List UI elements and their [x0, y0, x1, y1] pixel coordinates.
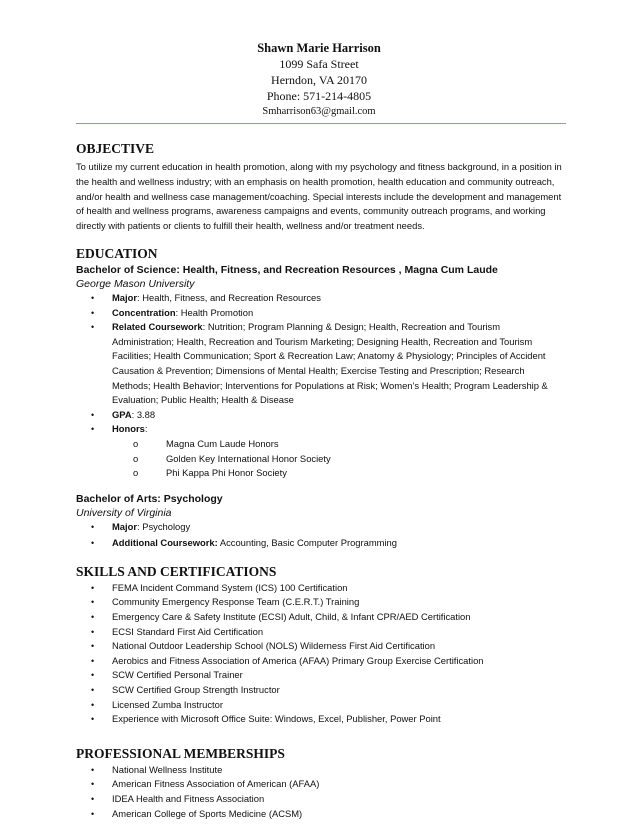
degree-title: Bachelor of Arts: Psychology — [76, 492, 223, 505]
bullet-icon: • — [91, 764, 95, 775]
list-item-text: Community Emergency Response Team (C.E.R.T.) Training — [112, 596, 360, 608]
memberships-heading: PROFESSIONAL MEMBERSHIPS — [76, 745, 285, 761]
list-item-text: American Fitness Association of American (AFAA) — [112, 778, 320, 790]
bullet-icon: • — [91, 322, 95, 333]
honor-text: Phi Kappa Phi Honor Society — [166, 467, 287, 479]
list-item-text: FEMA Incident Command System (ICS) 100 Certification — [112, 581, 348, 593]
detail-label: Concentration — [112, 306, 176, 318]
list-item-text: American College of Sports Medicine (ACSM) — [112, 807, 303, 819]
list-item — [76, 807, 562, 822]
bullet-icon: • — [91, 794, 95, 805]
list-item-text: National Wellness Institute — [112, 763, 223, 775]
list-item — [76, 581, 562, 596]
header-divider — [76, 123, 566, 124]
degree-details-list — [76, 520, 562, 551]
list-item — [76, 668, 562, 683]
skills-section — [76, 563, 562, 727]
bullet-icon: • — [91, 538, 95, 549]
education-section — [76, 245, 562, 551]
street-address: 1099 Safa Street — [279, 57, 359, 71]
bullet-icon: • — [91, 670, 95, 681]
list-item — [76, 408, 562, 423]
email-address: Smharrison63@gmail.com — [262, 106, 376, 117]
memberships-list — [76, 763, 562, 821]
bullet-icon: • — [91, 641, 95, 652]
applicant-name: Shawn Marie Harrison — [257, 41, 381, 55]
list-item — [76, 422, 562, 480]
education-heading: EDUCATION — [76, 245, 158, 261]
list-item — [76, 452, 562, 467]
honors-list — [112, 437, 562, 481]
bullet-icon: • — [91, 582, 95, 593]
bullet-icon: • — [91, 597, 95, 608]
list-item — [76, 639, 562, 654]
list-item-text: Emergency Care & Safety Institute (ECSI) Adult, Child, & Infant CPR/AED Certification — [112, 611, 471, 623]
bullet-icon: • — [91, 521, 95, 532]
list-item — [76, 520, 562, 535]
list-item — [76, 763, 562, 778]
school-name: University of Virginia — [76, 506, 172, 519]
detail-value: Accounting, Basic Computer Programming — [217, 537, 397, 549]
detail-label: Honors — [112, 423, 145, 435]
list-item — [76, 792, 562, 807]
resume-body — [76, 132, 562, 821]
detail-value: : Nutrition; Program Planning & Design; Health, Recreation and Tourism Administration; Health, Recreation and Tourism Marketing; Designing Health, Recreation and Tourism Facilities; Health Communication; Sport & Recreation Law; Anatomy & Physiology; Principles of Accident Causation & Prevention; Dimensions of Mental Health; Exercise Testing and Prescription; Research Methods; Health Behavior; Interventions for Populations at Risk; Women’s Health; Program Leadership & Evaluation; Public Health; Health & Disease — [112, 321, 548, 406]
list-item — [76, 625, 562, 640]
school-name: George Mason University — [76, 277, 195, 290]
bullet-icon: • — [91, 655, 95, 666]
bullet-icon: • — [91, 612, 95, 623]
bullet-icon: • — [91, 699, 95, 710]
city-state-zip: Herndon, VA 20170 — [271, 73, 367, 87]
list-item — [76, 595, 562, 610]
detail-value: : 3.88 — [131, 408, 156, 420]
memberships-section — [76, 745, 562, 821]
bullet-icon: • — [91, 714, 95, 725]
bullet-icon: • — [91, 292, 95, 303]
list-item-text: Aerobics and Fitness Association of America (AFAA) Primary Group Exercise Certification — [112, 654, 484, 666]
detail-value: : — [144, 423, 148, 435]
objective-text: To utilize my current education in health promotion, along with my psychology and fitness background, in a position in the health and wellness industry; with an emphasis on health promotion, health education and community outreach, and/or health and wellness case management/coaching. Special interests include the development and management of health and wellness programs, awareness campaigns and events, community outreach programs, and working directly with patients or clients to fulfill their health, wellness and/or treatment needs. — [76, 161, 562, 232]
objective-section — [76, 140, 562, 234]
list-item — [76, 320, 562, 408]
detail-value: : Health, Fitness, and Recreation Resources — [137, 291, 321, 303]
list-item-text: ECSI Standard First Aid Certification — [112, 625, 264, 637]
bullet-icon: • — [91, 685, 95, 696]
objective-heading: OBJECTIVE — [76, 141, 155, 156]
phone-number: Phone: 571-214-4805 — [266, 89, 372, 103]
list-item — [76, 698, 562, 713]
detail-value: : Health Promotion — [175, 306, 254, 318]
honor-text: Golden Key International Honor Society — [166, 452, 331, 464]
degree-title: Bachelor of Science: Health, Fitness, and Recreation Resources , Magna Cum Laude — [76, 263, 498, 276]
list-item-text: IDEA Health and Fitness Association — [112, 793, 265, 805]
list-item — [76, 654, 562, 669]
list-item — [76, 610, 562, 625]
detail-value: : Psychology — [137, 520, 191, 532]
honor-text: Magna Cum Laude Honors — [166, 437, 279, 449]
sub-bullet-icon: o — [133, 467, 139, 479]
detail-label: Related Coursework — [112, 321, 203, 333]
bullet-icon: • — [91, 409, 95, 420]
list-item — [76, 777, 562, 792]
skills-list — [76, 581, 562, 727]
bullet-icon: • — [91, 779, 95, 790]
detail-label: Additional Coursework: — [112, 537, 218, 549]
list-item-text: SCW Certified Group Strength Instructor — [112, 684, 280, 696]
bullet-icon: • — [91, 626, 95, 637]
list-item — [76, 437, 562, 452]
list-item — [76, 712, 562, 727]
detail-label: Major — [112, 291, 138, 303]
bullet-icon: • — [91, 307, 95, 318]
list-item — [76, 291, 562, 306]
bullet-icon: • — [91, 424, 95, 435]
list-item-text: National Outdoor Leadership School (NOLS) Wilderness First Aid Certification — [112, 640, 436, 652]
sub-bullet-icon: o — [133, 437, 139, 449]
list-item — [76, 536, 562, 551]
skills-heading: SKILLS AND CERTIFICATIONS — [76, 563, 277, 579]
list-item-text: Licensed Zumba Instructor — [112, 698, 223, 710]
list-item — [76, 306, 562, 321]
bullet-icon: • — [91, 808, 95, 819]
list-item-text: SCW Certified Personal Trainer — [112, 669, 243, 681]
sub-bullet-icon: o — [133, 452, 139, 464]
list-item — [76, 466, 562, 481]
contact-header — [0, 40, 638, 120]
detail-label: GPA — [112, 408, 132, 420]
list-item-text: Experience with Microsoft Office Suite: Windows, Excel, Publisher, Power Point — [112, 713, 441, 725]
detail-label: Major — [112, 520, 138, 532]
list-item — [76, 683, 562, 698]
degree-details-list — [76, 291, 562, 481]
